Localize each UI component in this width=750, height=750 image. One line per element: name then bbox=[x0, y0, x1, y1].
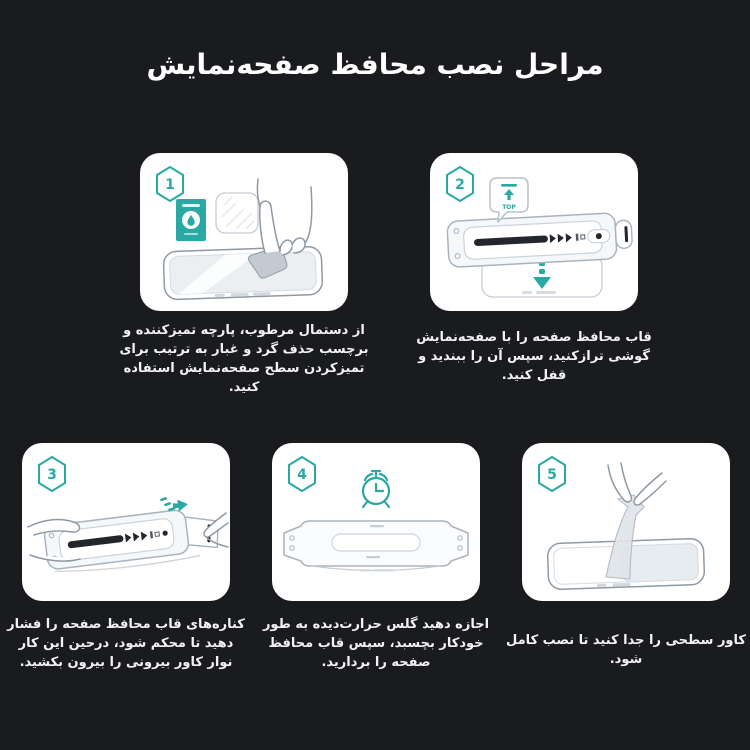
step-caption-5: کاور سطحی را جدا کنید تا نصب کامل شود. bbox=[506, 633, 746, 667]
step-card-3 bbox=[22, 443, 230, 601]
svg-text:1: 1 bbox=[165, 177, 175, 193]
step-card-4 bbox=[272, 443, 480, 601]
svg-text:4: 4 bbox=[297, 467, 307, 483]
svg-text:TOP: TOP bbox=[502, 204, 516, 211]
step-number-badge bbox=[36, 455, 68, 493]
step-number-badge bbox=[444, 165, 476, 203]
step-caption-2: قاب محافظ صفحه را با صفحه‌نمایش گوشی ترازکنید، سپس آن را ببندید و قفل کنید. bbox=[416, 330, 652, 383]
step-card-1 bbox=[140, 153, 348, 311]
page-title: مراحل نصب محافظ صفحه‌نمایش bbox=[146, 48, 604, 81]
svg-text:3: 3 bbox=[47, 467, 57, 483]
top-label-bubble bbox=[490, 178, 528, 222]
step-caption-3: کناره‌های قاب محافظ صفحه را فشار دهید تا محکم شود، درحین این کار نوار کاور بیرونی را بیرون بکشید. bbox=[7, 617, 245, 670]
step-caption-4: اجازه دهید گلس حرارت‌دیده به طور خودکار بچسبد، سپس قاب محافظ صفحه را بردارید. bbox=[262, 617, 490, 670]
dry-cloth-icon bbox=[216, 193, 258, 233]
applicator-frame-illustration bbox=[447, 206, 633, 268]
step-caption-1: از دستمال مرطوب، پارچه تمیزکننده و برچسب حذف گرد و غبار به ترتیب برای تمیزکردن سطح صفحه‌نمایش استفاده کنید. bbox=[119, 323, 369, 395]
step-card-5 bbox=[522, 443, 730, 601]
wet-wipe-icon bbox=[176, 199, 206, 241]
svg-text:2: 2 bbox=[455, 177, 465, 193]
step-card-2 bbox=[430, 153, 638, 311]
svg-text:5: 5 bbox=[547, 467, 557, 483]
step-number-badge bbox=[286, 455, 318, 493]
step-number-badge bbox=[536, 455, 568, 493]
applicator-frame-illustration bbox=[284, 521, 468, 566]
hand-icon bbox=[257, 179, 311, 255]
phone-edge-illustration bbox=[312, 566, 440, 572]
alarm-clock-icon bbox=[363, 471, 389, 507]
phone-illustration bbox=[163, 246, 323, 299]
step-number-badge bbox=[154, 165, 186, 203]
hand-icon bbox=[608, 463, 666, 505]
